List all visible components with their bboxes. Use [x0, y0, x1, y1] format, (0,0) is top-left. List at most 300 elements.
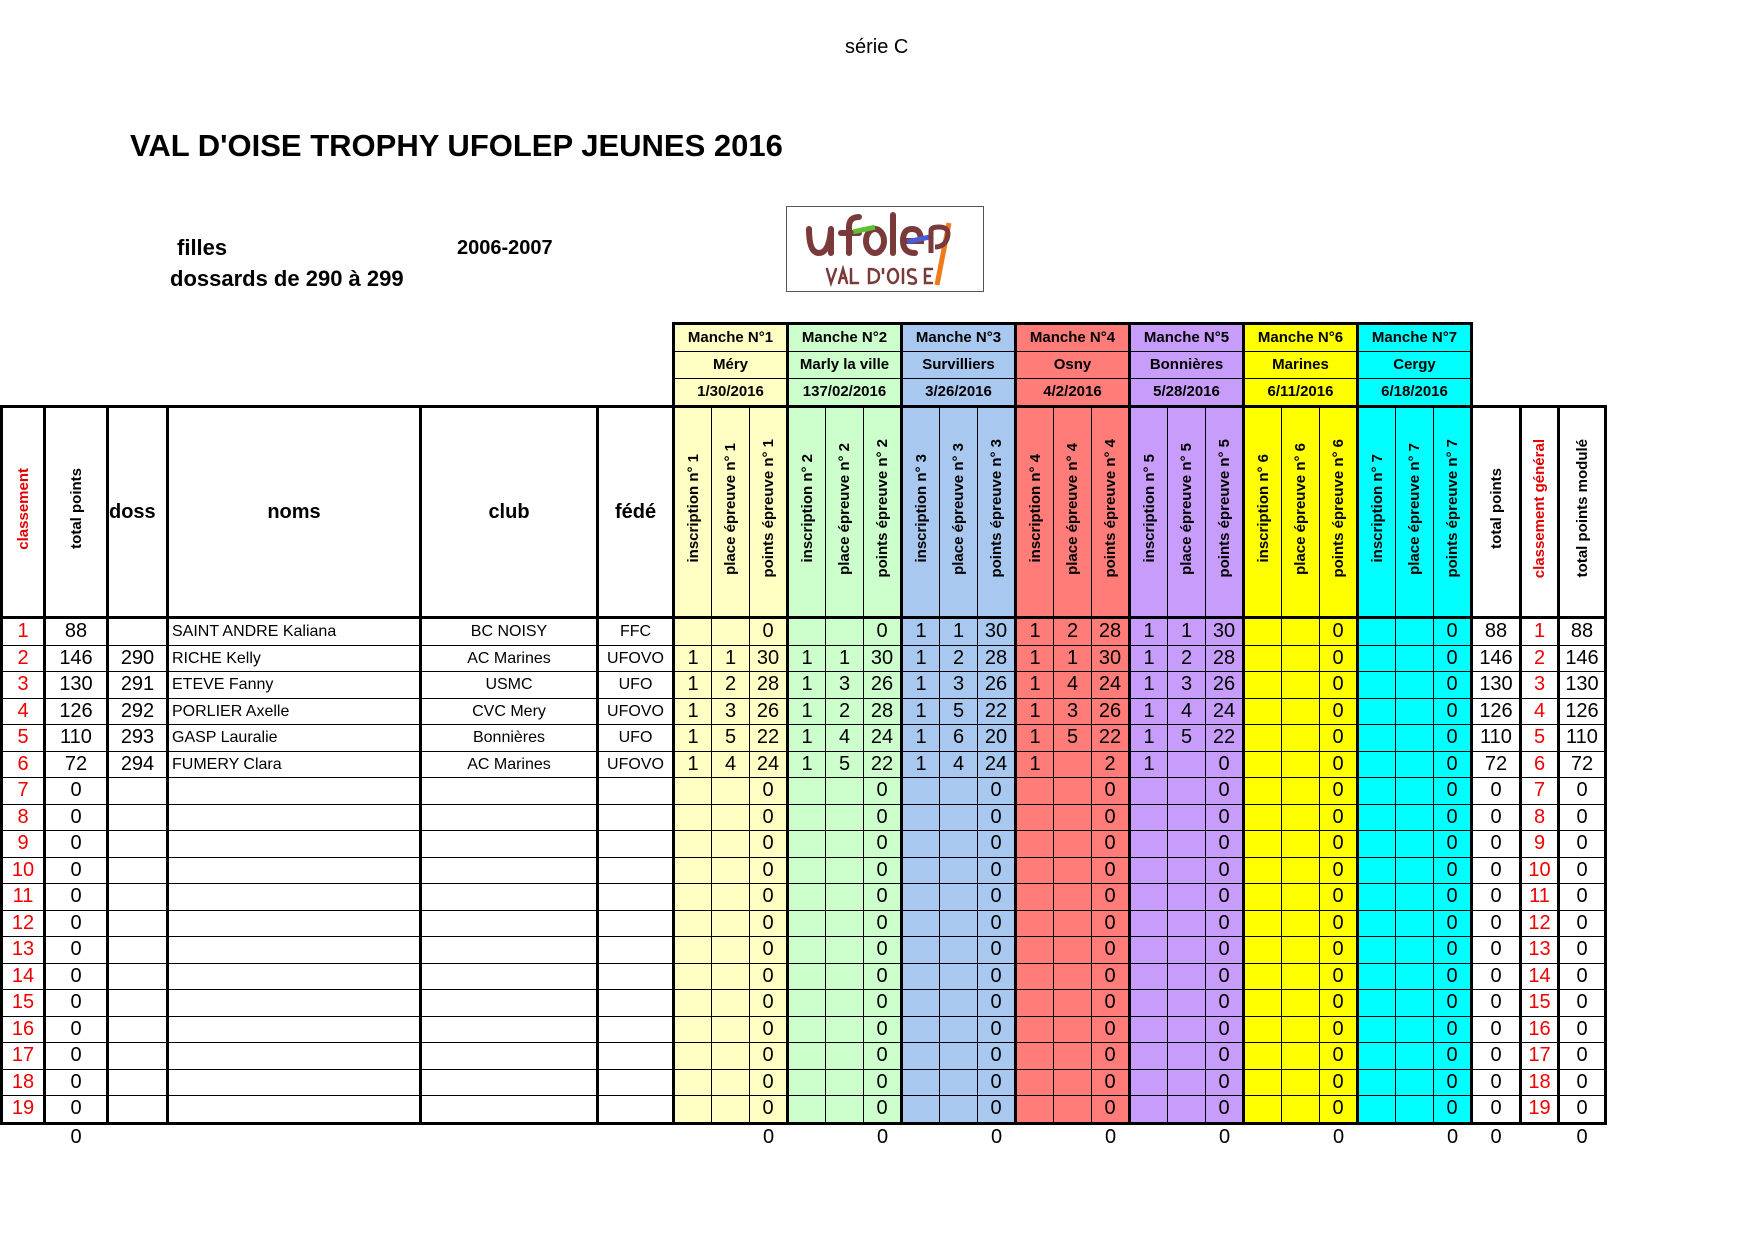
place-manche-5: 5	[1168, 725, 1206, 752]
ufolep-logo	[786, 206, 984, 292]
column-header-label: inscription n° 6	[1254, 454, 1272, 563]
federation: UFOVO	[598, 751, 674, 778]
points-manche-5: 0	[1206, 804, 1244, 831]
club	[421, 963, 598, 990]
inscription-manche-5	[1130, 937, 1168, 964]
place-manche-5	[1168, 884, 1206, 911]
total-points: 0	[45, 1043, 108, 1070]
footer-manche-points: 0	[876, 1125, 889, 1148]
column-header	[1320, 407, 1358, 618]
inscription-manche-3	[902, 778, 940, 805]
place-manche-4	[1054, 804, 1092, 831]
inscription-manche-6	[1244, 698, 1282, 725]
place-manche-1	[712, 778, 750, 805]
classement-general: 11	[1521, 884, 1559, 911]
inscription-manche-7	[1358, 1043, 1396, 1070]
spacer	[1472, 379, 1606, 407]
footer-manche-points: 0	[1446, 1125, 1459, 1148]
competitor-name	[168, 778, 421, 805]
inscription-manche-1	[674, 910, 712, 937]
inscription-manche-7	[1358, 698, 1396, 725]
place-manche-5	[1168, 1043, 1206, 1070]
column-header	[750, 407, 788, 618]
total-points: 110	[45, 725, 108, 752]
inscription-manche-3	[902, 1043, 940, 1070]
rank: 5	[2, 725, 45, 752]
place-manche-5	[1168, 990, 1206, 1017]
inscription-manche-5	[1130, 1043, 1168, 1070]
inscription-manche-2	[788, 1096, 826, 1124]
competitor-name	[168, 831, 421, 858]
classement-general: 3	[1521, 672, 1559, 699]
points-manche-3: 0	[978, 910, 1016, 937]
column-header-fede: fédé	[598, 407, 674, 618]
points-manche-2: 24	[864, 725, 902, 752]
place-manche-3: 1	[940, 618, 978, 646]
place-manche-1	[712, 1096, 750, 1124]
inscription-manche-6	[1244, 1016, 1282, 1043]
inscription-manche-1	[674, 857, 712, 884]
inscription-manche-6	[1244, 1069, 1282, 1096]
inscription-manche-5: 1	[1130, 751, 1168, 778]
inscription-manche-6	[1244, 910, 1282, 937]
points-manche-3: 0	[978, 884, 1016, 911]
points-manche-6: 0	[1320, 618, 1358, 646]
footer-manche-points: 0	[1218, 1125, 1231, 1148]
inscription-manche-1	[674, 804, 712, 831]
points-manche-1: 0	[750, 857, 788, 884]
competitor-name	[168, 937, 421, 964]
inscription-manche-7	[1358, 990, 1396, 1017]
points-manche-1: 0	[750, 618, 788, 646]
column-header	[1282, 407, 1320, 618]
place-manche-3	[940, 884, 978, 911]
inscription-manche-3	[902, 1069, 940, 1096]
manche-name: Manche N°6	[1244, 324, 1358, 352]
inscription-manche-4	[1016, 963, 1054, 990]
inscription-manche-7	[1358, 751, 1396, 778]
total-points-final: 0	[1472, 1069, 1521, 1096]
place-manche-5	[1168, 1096, 1206, 1124]
total-points-module: 0	[1559, 910, 1606, 937]
place-manche-5: 3	[1168, 672, 1206, 699]
place-manche-5	[1168, 1069, 1206, 1096]
club	[421, 1096, 598, 1124]
inscription-manche-6	[1244, 1043, 1282, 1070]
rank: 8	[2, 804, 45, 831]
points-manche-5: 0	[1206, 884, 1244, 911]
spacer	[1472, 324, 1606, 352]
place-manche-4	[1054, 857, 1092, 884]
column-header	[1244, 407, 1282, 618]
table-row	[2, 990, 1606, 1017]
club: AC Marines	[421, 751, 598, 778]
federation	[598, 1096, 674, 1124]
inscription-manche-5	[1130, 1069, 1168, 1096]
points-manche-4: 0	[1092, 804, 1130, 831]
total-points-module: 72	[1559, 751, 1606, 778]
inscription-manche-2	[788, 937, 826, 964]
inscription-manche-4	[1016, 1096, 1054, 1124]
competitor-name: SAINT ANDRE Kaliana	[168, 618, 421, 646]
table-row	[2, 831, 1606, 858]
inscription-manche-1	[674, 831, 712, 858]
column-header-doss: doss	[108, 407, 168, 618]
classement-general: 18	[1521, 1069, 1559, 1096]
inscription-manche-6	[1244, 751, 1282, 778]
rank: 18	[2, 1069, 45, 1096]
club	[421, 857, 598, 884]
points-manche-5: 28	[1206, 645, 1244, 672]
points-manche-1: 0	[750, 1096, 788, 1124]
manche-place: Bonnières	[1130, 352, 1244, 379]
place-manche-4	[1054, 990, 1092, 1017]
column-header-label: total points	[67, 468, 85, 549]
total-points: 146	[45, 645, 108, 672]
place-manche-6	[1282, 778, 1320, 805]
inscription-manche-6	[1244, 804, 1282, 831]
classement-general: 16	[1521, 1016, 1559, 1043]
inscription-manche-2: 1	[788, 645, 826, 672]
inscription-manche-5	[1130, 831, 1168, 858]
total-points: 0	[45, 990, 108, 1017]
classement-general: 6	[1521, 751, 1559, 778]
inscription-manche-4	[1016, 990, 1054, 1017]
points-manche-6: 0	[1320, 857, 1358, 884]
dossard	[108, 618, 168, 646]
total-points-module: 0	[1559, 804, 1606, 831]
rank: 2	[2, 645, 45, 672]
inscription-manche-1: 1	[674, 751, 712, 778]
place-manche-4	[1054, 1016, 1092, 1043]
federation: UFOVO	[598, 698, 674, 725]
points-manche-2: 0	[864, 857, 902, 884]
column-header-label: classement	[14, 467, 32, 550]
place-manche-2	[826, 778, 864, 805]
place-manche-6	[1282, 698, 1320, 725]
table-row	[2, 1069, 1606, 1096]
points-manche-6: 0	[1320, 990, 1358, 1017]
column-header	[1130, 407, 1168, 618]
place-manche-2: 1	[826, 645, 864, 672]
inscription-manche-2	[788, 831, 826, 858]
dossard	[108, 910, 168, 937]
column-header	[712, 407, 750, 618]
place-manche-7	[1396, 910, 1434, 937]
manche-date: 5/28/2016	[1130, 379, 1244, 407]
inscription-manche-2	[788, 857, 826, 884]
place-manche-1	[712, 910, 750, 937]
points-manche-2: 0	[864, 884, 902, 911]
total-points-final: 146	[1472, 645, 1521, 672]
table-row	[2, 804, 1606, 831]
points-manche-1: 0	[750, 884, 788, 911]
inscription-manche-5	[1130, 990, 1168, 1017]
place-manche-3	[940, 1016, 978, 1043]
place-manche-6	[1282, 725, 1320, 752]
place-manche-2	[826, 937, 864, 964]
points-manche-3: 0	[978, 831, 1016, 858]
points-manche-6: 0	[1320, 778, 1358, 805]
total-points: 0	[45, 857, 108, 884]
club	[421, 778, 598, 805]
results-table	[0, 322, 1607, 1150]
federation	[598, 884, 674, 911]
club	[421, 804, 598, 831]
place-manche-1	[712, 618, 750, 646]
spacer	[2, 379, 674, 407]
points-manche-2: 0	[864, 618, 902, 646]
total-points-final: 0	[1472, 884, 1521, 911]
competitor-name	[168, 857, 421, 884]
total-points-final: 0	[1472, 1043, 1521, 1070]
inscription-manche-4	[1016, 910, 1054, 937]
table-row	[2, 778, 1606, 805]
points-manche-4: 0	[1092, 990, 1130, 1017]
inscription-manche-2	[788, 618, 826, 646]
place-manche-1	[712, 1069, 750, 1096]
column-header-label: total points modulé	[1573, 439, 1591, 578]
points-manche-3: 0	[978, 990, 1016, 1017]
rank: 11	[2, 884, 45, 911]
column-header	[1521, 407, 1559, 618]
place-manche-4	[1054, 884, 1092, 911]
inscription-manche-7	[1358, 910, 1396, 937]
place-manche-3: 5	[940, 698, 978, 725]
place-manche-5	[1168, 857, 1206, 884]
federation	[598, 1043, 674, 1070]
place-manche-6	[1282, 1069, 1320, 1096]
total-points: 0	[45, 778, 108, 805]
column-header-label: points épreuve n° 6	[1329, 439, 1347, 578]
place-manche-3	[940, 778, 978, 805]
federation	[598, 857, 674, 884]
place-manche-1	[712, 990, 750, 1017]
place-manche-3: 3	[940, 672, 978, 699]
points-manche-3: 20	[978, 725, 1016, 752]
inscription-manche-7	[1358, 672, 1396, 699]
points-manche-3: 0	[978, 1069, 1016, 1096]
points-manche-3: 0	[978, 937, 1016, 964]
points-manche-2: 0	[864, 1016, 902, 1043]
club: BC NOISY	[421, 618, 598, 646]
place-manche-4	[1054, 1069, 1092, 1096]
table-row	[2, 937, 1606, 964]
points-manche-2: 0	[864, 1043, 902, 1070]
place-manche-5	[1168, 831, 1206, 858]
inscription-manche-6	[1244, 618, 1282, 646]
footer-row	[2, 1123, 1606, 1150]
dossard	[108, 1016, 168, 1043]
place-manche-2	[826, 884, 864, 911]
place-manche-6	[1282, 990, 1320, 1017]
club	[421, 1043, 598, 1070]
federation: FFC	[598, 618, 674, 646]
place-manche-6	[1282, 884, 1320, 911]
points-manche-6: 0	[1320, 698, 1358, 725]
column-header-label: total points	[1487, 468, 1505, 549]
points-manche-2: 0	[864, 831, 902, 858]
inscription-manche-4	[1016, 778, 1054, 805]
place-manche-2: 5	[826, 751, 864, 778]
classement-general: 7	[1521, 778, 1559, 805]
points-manche-1: 0	[750, 1016, 788, 1043]
inscription-manche-3	[902, 990, 940, 1017]
dossard: 291	[108, 672, 168, 699]
classement-general: 1	[1521, 618, 1559, 646]
inscription-manche-3	[902, 831, 940, 858]
points-manche-1: 0	[750, 910, 788, 937]
points-manche-7: 0	[1434, 1069, 1472, 1096]
place-manche-3	[940, 831, 978, 858]
column-header-label: points épreuve n° 1	[759, 439, 777, 578]
place-manche-5: 4	[1168, 698, 1206, 725]
place-manche-2: 3	[826, 672, 864, 699]
classement-general: 14	[1521, 963, 1559, 990]
manche-header-row	[2, 352, 1606, 379]
inscription-manche-5: 1	[1130, 618, 1168, 646]
inscription-manche-7	[1358, 778, 1396, 805]
inscription-manche-5	[1130, 884, 1168, 911]
total-points-final: 0	[1472, 963, 1521, 990]
points-manche-5: 0	[1206, 963, 1244, 990]
spacer	[1130, 1123, 1206, 1150]
inscription-manche-2: 1	[788, 672, 826, 699]
points-manche-2: 0	[864, 1096, 902, 1124]
inscription-manche-5	[1130, 1096, 1168, 1124]
place-manche-2	[826, 1096, 864, 1124]
place-manche-3	[940, 1043, 978, 1070]
points-manche-6: 0	[1320, 725, 1358, 752]
column-header	[1434, 407, 1472, 618]
place-manche-4: 2	[1054, 618, 1092, 646]
column-header-label: place épreuve n° 7	[1406, 442, 1423, 575]
table-row	[2, 645, 1606, 672]
inscription-manche-4: 1	[1016, 645, 1054, 672]
total-points-module: 126	[1559, 698, 1606, 725]
rank: 7	[2, 778, 45, 805]
place-manche-7	[1396, 831, 1434, 858]
total-points-module: 0	[1559, 884, 1606, 911]
column-header-label: points épreuve n° 7	[1443, 439, 1461, 578]
dossard: 294	[108, 751, 168, 778]
place-manche-7	[1396, 672, 1434, 699]
place-manche-2	[826, 963, 864, 990]
inscription-manche-1: 1	[674, 672, 712, 699]
total-points-final: 72	[1472, 751, 1521, 778]
column-header-label: place épreuve n° 3	[950, 442, 967, 575]
points-manche-4: 26	[1092, 698, 1130, 725]
club: Bonnières	[421, 725, 598, 752]
points-manche-1: 0	[750, 804, 788, 831]
table-row	[2, 1016, 1606, 1043]
dossard: 290	[108, 645, 168, 672]
points-manche-4: 0	[1092, 937, 1130, 964]
total-points-final: 0	[1472, 937, 1521, 964]
place-manche-6	[1282, 857, 1320, 884]
classement-general: 9	[1521, 831, 1559, 858]
manche-place: Marines	[1244, 352, 1358, 379]
points-manche-5: 0	[1206, 831, 1244, 858]
total-points: 0	[45, 884, 108, 911]
competitor-name	[168, 910, 421, 937]
inscription-manche-6	[1244, 990, 1282, 1017]
place-manche-7	[1396, 963, 1434, 990]
inscription-manche-5	[1130, 1016, 1168, 1043]
place-manche-7	[1396, 751, 1434, 778]
column-header-label: place épreuve n° 2	[836, 442, 853, 575]
place-manche-7	[1396, 618, 1434, 646]
inscription-manche-1: 1	[674, 725, 712, 752]
competitor-name: ETEVE Fanny	[168, 672, 421, 699]
place-manche-5	[1168, 804, 1206, 831]
total-points-module: 88	[1559, 618, 1606, 646]
footer-manche-points: 0	[762, 1125, 775, 1148]
place-manche-4: 1	[1054, 645, 1092, 672]
place-manche-3	[940, 857, 978, 884]
total-points-final: 130	[1472, 672, 1521, 699]
total-points: 126	[45, 698, 108, 725]
points-manche-4: 0	[1092, 1016, 1130, 1043]
place-manche-1: 4	[712, 751, 750, 778]
inscription-manche-2	[788, 884, 826, 911]
table-row	[2, 672, 1606, 699]
place-manche-6	[1282, 751, 1320, 778]
inscription-manche-7	[1358, 963, 1396, 990]
table-row	[2, 884, 1606, 911]
place-manche-4: 5	[1054, 725, 1092, 752]
place-manche-2: 2	[826, 698, 864, 725]
column-header	[902, 407, 940, 618]
place-manche-4: 4	[1054, 672, 1092, 699]
club	[421, 1016, 598, 1043]
points-manche-3: 0	[978, 857, 1016, 884]
place-manche-7	[1396, 725, 1434, 752]
inscription-manche-5: 1	[1130, 698, 1168, 725]
inscription-manche-4	[1016, 937, 1054, 964]
inscription-manche-2: 1	[788, 725, 826, 752]
points-manche-5: 0	[1206, 1016, 1244, 1043]
place-manche-7	[1396, 1016, 1434, 1043]
points-manche-1: 0	[750, 1043, 788, 1070]
points-manche-6: 0	[1320, 884, 1358, 911]
inscription-manche-3	[902, 963, 940, 990]
column-header-noms: noms	[168, 407, 421, 618]
years-label: 2006-2007	[457, 237, 553, 259]
place-manche-6	[1282, 963, 1320, 990]
category-label: filles	[177, 235, 228, 260]
points-manche-4: 0	[1092, 963, 1130, 990]
points-manche-1: 26	[750, 698, 788, 725]
inscription-manche-1: 1	[674, 645, 712, 672]
competitor-name	[168, 1069, 421, 1096]
inscription-manche-7	[1358, 1016, 1396, 1043]
competitor-name	[168, 990, 421, 1017]
classement-general: 15	[1521, 990, 1559, 1017]
federation: UFO	[598, 672, 674, 699]
total-points-module: 0	[1559, 1069, 1606, 1096]
inscription-manche-7	[1358, 1096, 1396, 1124]
classement-general: 2	[1521, 645, 1559, 672]
manche-date: 6/11/2016	[1244, 379, 1358, 407]
inscription-manche-2	[788, 963, 826, 990]
total-points: 0	[45, 910, 108, 937]
dossard	[108, 804, 168, 831]
points-manche-5: 0	[1206, 1069, 1244, 1096]
manche-name: Manche N°7	[1358, 324, 1472, 352]
points-manche-6: 0	[1320, 1016, 1358, 1043]
place-manche-5	[1168, 778, 1206, 805]
